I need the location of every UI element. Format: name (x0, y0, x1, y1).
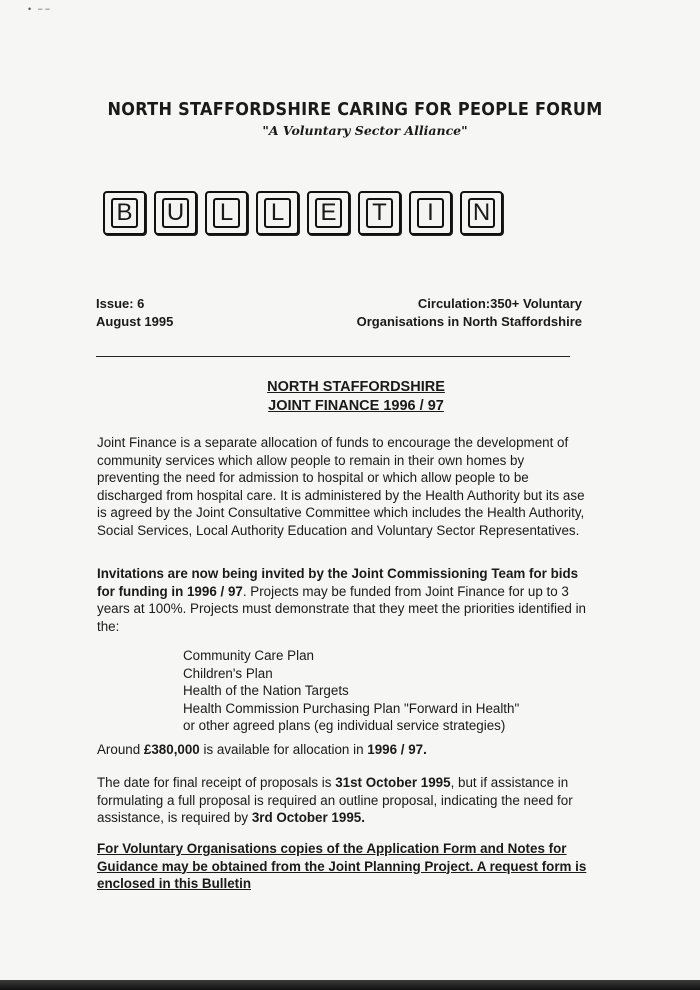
tile-letter: L (264, 198, 291, 228)
deadline-text: The date for final receipt of proposals is (97, 775, 336, 790)
plan-item: Children's Plan (183, 665, 273, 681)
letter-tile (103, 191, 146, 235)
paragraph-invitations (97, 565, 587, 635)
plans-list (183, 647, 519, 735)
forum-title: NORTH STAFFORDSHIRE CARING FOR PEOPLE FORUM (107, 100, 603, 120)
tile-letter: B (111, 198, 138, 228)
invitation-details: . Projects may be funded from Joint Finance for up to 3 years at 100%. Projects must demonstrate that they meet the priorities identified in the: (97, 583, 587, 634)
plan-item: Health Commission Purchasing Plan "Forward in Health" (183, 700, 520, 716)
letter-tile (307, 191, 350, 235)
issue-date: August 1995 (96, 314, 174, 329)
paragraph-allocation (97, 741, 587, 759)
paragraph-intro: Joint Finance is a separate allocation of funds to encourage the development of community services which allow people to remain in their own homes by preventing the need for admission to hospital or which allow people to be discharged from hospital care. It is administered by the Health Authority but its ase is agreed by the Joint Consultative Committee which includes the Health Authority, Social Services, Local Authority Education and Voluntary Sector Representatives. (97, 435, 585, 538)
letter-tile (154, 191, 197, 235)
deadline-outline-date: 3rd October 1995. (251, 810, 365, 825)
letter-tile (460, 191, 503, 235)
allocation-year: 1996 / 97. (367, 742, 427, 757)
scan-mark: • −− (28, 4, 53, 14)
tile-letter: L (213, 198, 240, 228)
tile-letter: N (468, 198, 495, 228)
letter-tile (409, 191, 452, 235)
circulation-line-2: Organisations in North Staffordshire (356, 314, 582, 329)
issue-number: Issue: 6 (96, 296, 145, 311)
allocation-text-2: is available for allocation in (199, 742, 368, 757)
letter-tile (205, 191, 248, 235)
allocation-amount: £380,000 (143, 742, 200, 757)
paragraph-application-note: For Voluntary Organisations copies of the Application Form and Notes for Guidance may be obtained from the Joint Planning Project. A request form is enclosed in this Bulletin (97, 841, 587, 891)
plan-item: Community Care Plan (183, 648, 314, 663)
letter-tile (256, 191, 299, 235)
invitation-emphasis: Invitations are now being invited by the Joint Commissioning Team for bids for funding in 1996 / 97 (97, 566, 579, 599)
tile-letter: E (315, 198, 342, 228)
tile-letter: T (366, 198, 393, 228)
paragraph-deadline (97, 774, 587, 827)
circulation-info (337, 295, 582, 331)
plan-item: or other agreed plans (eg individual service strategies) (183, 718, 506, 733)
divider-rule (96, 356, 570, 357)
scan-edge (0, 980, 700, 990)
masthead (0, 100, 700, 138)
allocation-text: Around (97, 742, 144, 757)
tile-letter: U (162, 198, 189, 228)
issue-info (96, 295, 173, 331)
circulation-line-1: Circulation:350+ Voluntary (417, 296, 582, 311)
forum-subtitle: "A Voluntary Sector Alliance" (262, 123, 468, 138)
deadline-text-2: , but if assistance in formulating a full proposal is required an outline proposal, indicating the need for assistance, is required by (97, 775, 573, 825)
plan-item: Health of the Nation Targets (183, 683, 349, 698)
deadline-final-date: 31st October 1995 (335, 775, 451, 790)
bulletin-tiles (103, 191, 503, 235)
letter-tile (358, 191, 401, 235)
article-title-line-1: NORTH STAFFORDSHIRE (267, 379, 445, 395)
article-title-line-2: JOINT FINANCE 1996 / 97 (268, 398, 444, 414)
article-title (0, 378, 700, 416)
tile-letter: I (417, 198, 444, 228)
